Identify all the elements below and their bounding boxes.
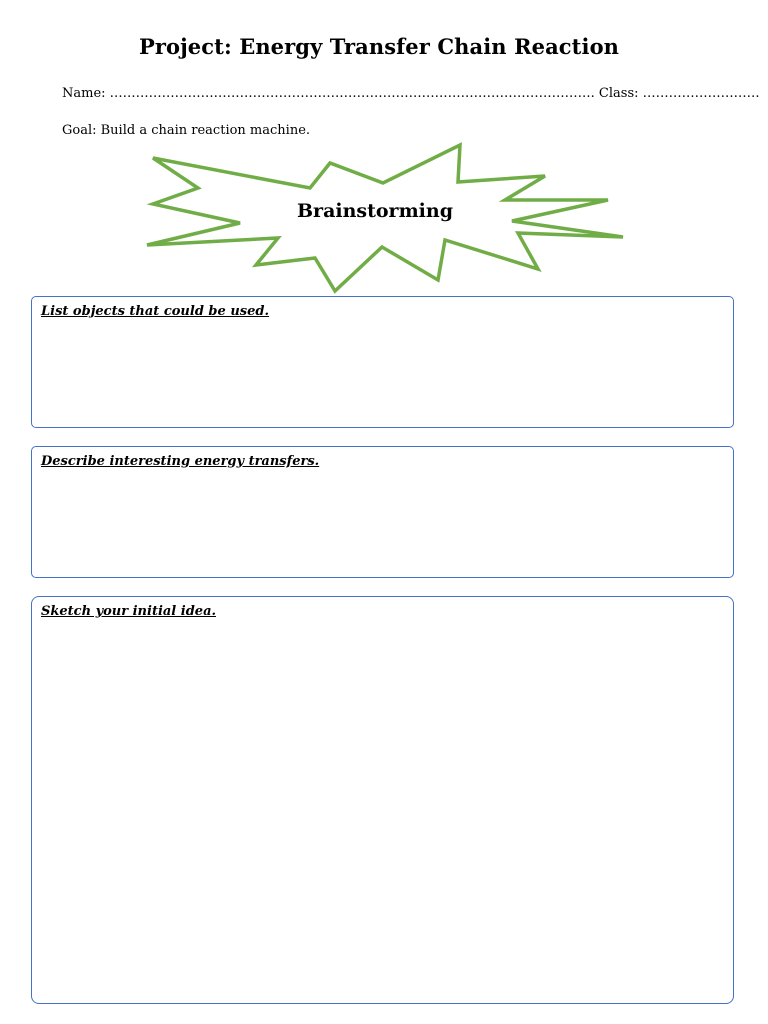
page-title: Project: Energy Transfer Chain Reaction — [138, 34, 620, 59]
sketch-box-label: Sketch your initial idea. — [41, 604, 217, 619]
energy-transfers-box[interactable] — [31, 446, 734, 578]
objects-box[interactable] — [31, 296, 734, 428]
objects-box-label: List objects that could be used. — [41, 304, 269, 319]
name-class-line: Name: …………………………………………………………………………………………………. Class: ……………………… — [62, 86, 760, 101]
starburst-label: Brainstorming — [297, 200, 453, 222]
starburst-shape — [0, 0, 768, 300]
energy-transfers-box-label: Describe interesting energy transfers. — [41, 454, 320, 469]
goal-text: Goal: Build a chain reaction machine. — [62, 123, 311, 138]
sketch-box[interactable] — [31, 596, 734, 1004]
